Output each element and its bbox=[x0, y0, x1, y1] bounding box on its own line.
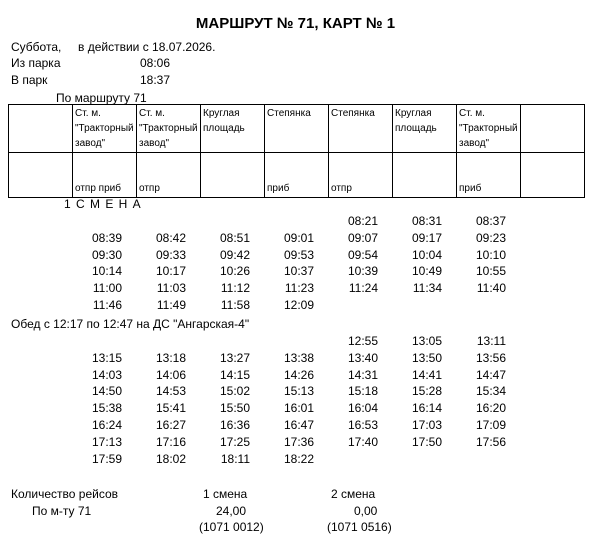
shift2-value: 0,00 bbox=[354, 504, 378, 518]
time-cell: 16:04 bbox=[347, 401, 378, 416]
route-label: По маршруту 71 bbox=[56, 91, 147, 105]
time-cell: 15:50 bbox=[219, 401, 250, 416]
shift2-code: (1071 0516) bbox=[327, 520, 392, 534]
time-cell: 08:51 bbox=[219, 230, 250, 245]
time-cell: 12:55 bbox=[347, 334, 378, 348]
page-title: МАРШРУТ № 71, КАРТ № 1 bbox=[195, 15, 396, 32]
stop-header-2: Ст. м. "Тракторный завод" bbox=[137, 105, 201, 153]
time-cell: 17:13 bbox=[91, 434, 122, 449]
time-cell: 14:53 bbox=[155, 384, 186, 399]
time-cell: 10:04 bbox=[411, 247, 442, 262]
shift1-label: 1 смена bbox=[203, 487, 248, 501]
stop-header-7: Ст. м. "Тракторный завод" bbox=[457, 105, 521, 153]
valid-from: в действии с 18.07.2026. bbox=[78, 40, 216, 54]
time-cell: 09:53 bbox=[283, 247, 314, 262]
time-cell: 09:33 bbox=[155, 247, 186, 262]
time-cell: 09:30 bbox=[91, 247, 122, 262]
time-cell: 18:11 bbox=[220, 451, 250, 466]
shift1-code: (1071 0012) bbox=[199, 520, 264, 534]
shift1-value: 24,00 bbox=[216, 504, 247, 518]
shift2-label: 2 смена bbox=[331, 487, 376, 501]
time-cell: 16:53 bbox=[347, 418, 378, 432]
time-cell: 13:40 bbox=[347, 350, 378, 365]
to-park-time: 18:37 bbox=[140, 73, 171, 87]
time-cell: 10:55 bbox=[475, 264, 506, 279]
time-cell: 11:58 bbox=[220, 298, 250, 312]
time-cell: 17:56 bbox=[475, 434, 506, 449]
time-cell: 14:50 bbox=[91, 384, 122, 399]
time-cell: 14:03 bbox=[91, 367, 122, 382]
time-cell: 09:01 bbox=[283, 230, 314, 245]
time-cell: 15:18 bbox=[347, 384, 378, 399]
time-cell: 17:40 bbox=[347, 434, 378, 449]
stop-header-3: Круглая площадь bbox=[201, 105, 265, 153]
time-cell: 08:42 bbox=[155, 230, 186, 245]
time-cell: 11:24 bbox=[348, 281, 378, 296]
time-cell: 15:38 bbox=[91, 401, 122, 416]
time-cell: 17:59 bbox=[91, 451, 122, 466]
time-cell: 15:41 bbox=[155, 401, 186, 416]
time-cell: 11:49 bbox=[156, 298, 186, 312]
action-header-6 bbox=[393, 153, 457, 198]
time-cell: 10:10 bbox=[475, 247, 506, 262]
shift-label: 1 С М Е Н А bbox=[64, 197, 142, 211]
time-cell: 09:54 bbox=[347, 247, 378, 262]
time-cell: 18:22 bbox=[283, 451, 314, 466]
time-cell: 11:03 bbox=[156, 281, 186, 296]
action-header-3 bbox=[201, 153, 265, 198]
action-header-2: отпр bbox=[137, 153, 201, 198]
time-cell: 15:34 bbox=[475, 384, 506, 399]
trips-count-label: Количество рейсов bbox=[11, 487, 119, 501]
time-cell: 11:46 bbox=[92, 298, 122, 312]
time-cell: 10:49 bbox=[411, 264, 442, 279]
time-cell: 09:42 bbox=[219, 247, 250, 262]
time-cell: 17:09 bbox=[475, 418, 506, 432]
time-cell: 09:23 bbox=[475, 230, 506, 245]
time-cell: 09:07 bbox=[347, 230, 378, 245]
stop-header-5: Степянка bbox=[329, 105, 393, 153]
time-cell: 17:36 bbox=[283, 434, 314, 449]
time-cell: 09:17 bbox=[411, 230, 442, 245]
time-cell: 18:02 bbox=[155, 451, 186, 466]
time-cell: 11:00 bbox=[92, 281, 122, 296]
time-cell: 16:36 bbox=[219, 418, 250, 432]
stop-header-0 bbox=[9, 105, 73, 153]
time-cell: 14:26 bbox=[283, 367, 314, 382]
time-cell: 16:20 bbox=[475, 401, 506, 416]
stops-header-table bbox=[8, 104, 585, 198]
time-cell: 10:17 bbox=[155, 264, 186, 279]
time-cell: 13:05 bbox=[411, 334, 442, 348]
action-header-1: отпр приб bbox=[73, 153, 137, 198]
action-header-0 bbox=[9, 153, 73, 198]
time-cell: 11:40 bbox=[476, 281, 506, 296]
from-park-label: Из парка bbox=[11, 56, 61, 70]
lunch-note: Обед с 12:17 по 12:47 на ДС "Ангарская-4" bbox=[11, 317, 250, 331]
time-cell: 16:14 bbox=[411, 401, 442, 416]
time-cell: 17:03 bbox=[411, 418, 442, 432]
time-cell: 12:09 bbox=[283, 298, 314, 312]
time-cell: 13:27 bbox=[219, 350, 250, 365]
time-cell: 16:27 bbox=[155, 418, 186, 432]
time-cell: 10:37 bbox=[283, 264, 314, 279]
time-cell: 08:39 bbox=[91, 230, 122, 245]
to-park-label: В парк bbox=[11, 73, 48, 87]
time-cell: 14:47 bbox=[475, 367, 506, 382]
route-trips-label: По м-ту 71 bbox=[32, 504, 92, 518]
time-cell: 08:21 bbox=[347, 214, 378, 228]
stop-header-6: Круглая площадь bbox=[393, 105, 457, 153]
time-cell: 13:15 bbox=[91, 350, 122, 365]
time-cell: 14:41 bbox=[411, 367, 442, 382]
time-cell: 14:15 bbox=[219, 367, 250, 382]
time-cell: 16:24 bbox=[91, 418, 122, 432]
time-cell: 17:16 bbox=[155, 434, 186, 449]
action-header-8 bbox=[521, 153, 585, 198]
stop-header-8 bbox=[521, 105, 585, 153]
time-cell: 13:18 bbox=[155, 350, 186, 365]
time-cell: 15:28 bbox=[411, 384, 442, 399]
action-header-7: приб bbox=[457, 153, 521, 198]
time-cell: 14:06 bbox=[155, 367, 186, 382]
time-cell: 16:01 bbox=[283, 401, 314, 416]
action-header-5: отпр bbox=[329, 153, 393, 198]
time-cell: 14:31 bbox=[347, 367, 378, 382]
from-park-time: 08:06 bbox=[140, 56, 171, 70]
time-cell: 17:50 bbox=[411, 434, 442, 449]
time-cell: 17:25 bbox=[219, 434, 250, 449]
stop-header-4: Степянка bbox=[265, 105, 329, 153]
time-cell: 08:37 bbox=[475, 214, 506, 228]
time-cell: 08:31 bbox=[411, 214, 442, 228]
time-cell: 10:14 bbox=[91, 264, 122, 279]
time-cell: 13:56 bbox=[475, 350, 506, 365]
time-cell: 13:38 bbox=[283, 350, 314, 365]
time-cell: 10:26 bbox=[219, 264, 250, 279]
time-cell: 16:47 bbox=[283, 418, 314, 432]
time-cell: 11:23 bbox=[284, 281, 314, 296]
stop-header-1: Ст. м. "Тракторный завод" bbox=[73, 105, 137, 153]
time-cell: 10:39 bbox=[347, 264, 378, 279]
time-cell: 15:13 bbox=[283, 384, 314, 399]
time-cell: 13:11 bbox=[476, 334, 506, 348]
day-label: Суббота, bbox=[11, 40, 62, 54]
action-header-4: приб bbox=[265, 153, 329, 198]
time-cell: 11:12 bbox=[220, 281, 250, 296]
time-cell: 11:34 bbox=[412, 281, 442, 296]
time-cell: 15:02 bbox=[219, 384, 250, 399]
time-cell: 13:50 bbox=[411, 350, 442, 365]
